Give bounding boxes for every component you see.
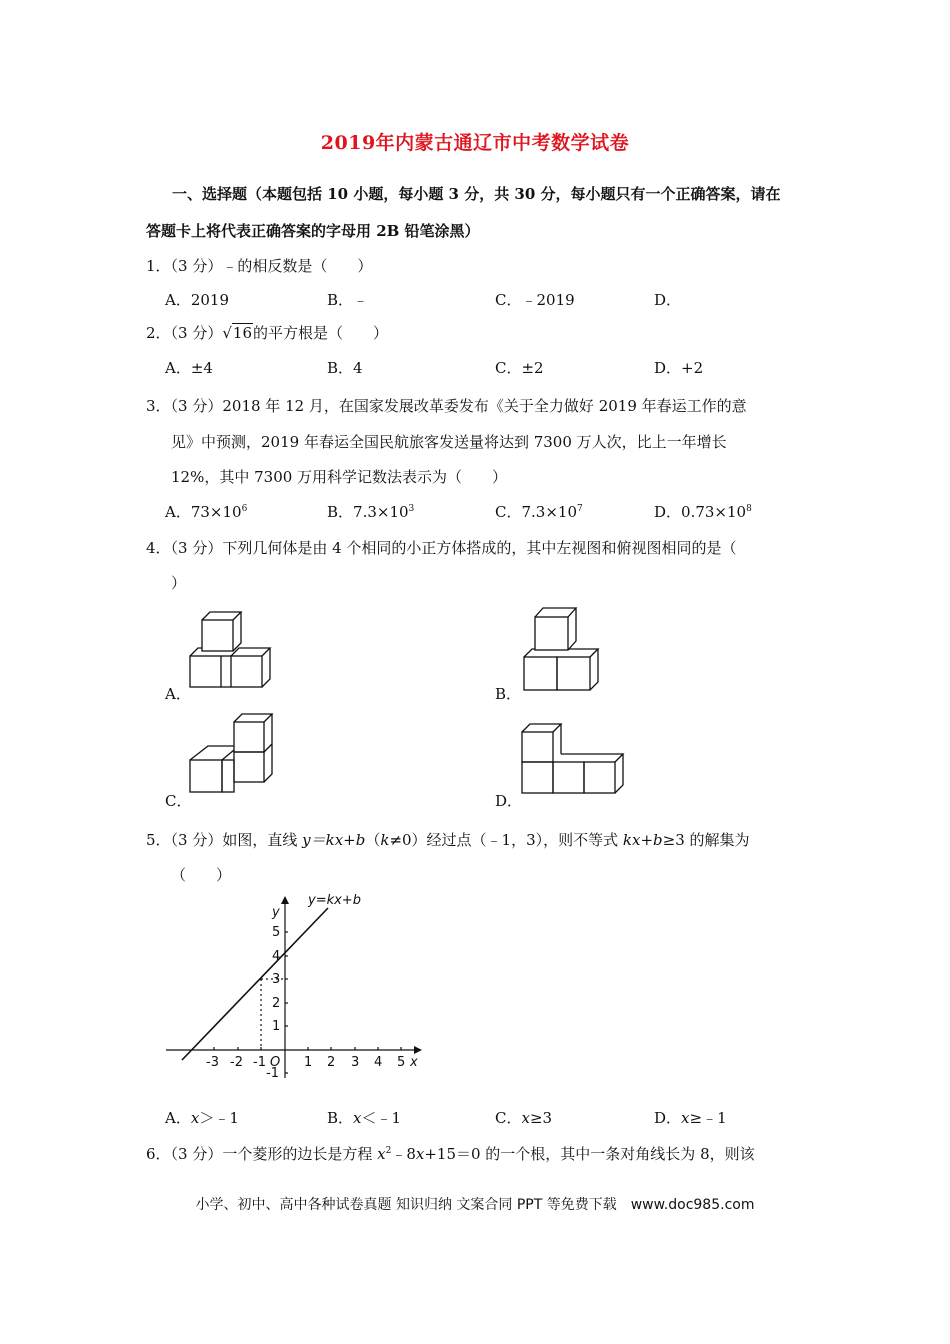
q4-option-c: C． [165,792,192,810]
section-heading-line2: 答题卡上将代表正确答案的字母用 2B 铅笔涂黑） [146,222,480,240]
y-tick-label: 1 [272,1019,281,1034]
q3-option-a: A．$73\times 10^6$ [165,503,248,521]
y-axis-label: y [272,905,280,920]
q2-suffix: 的平方根是（ ） [253,324,389,342]
q4-option-d: D． [495,792,523,810]
q5-option-a: A．x＞﹣1 [165,1109,239,1127]
q2-option-a: A．±4 [165,359,213,377]
q5-option-b: B．x＜﹣1 [327,1109,402,1127]
page-title: 2019年内蒙古通辽市中考数学试卷 [320,132,630,154]
q3-option-d: D．$0.73\times 10^8$ [654,503,752,521]
question-3-line2: 见》中预测，2019 年春运全国民航旅客发送量将达到 7300 万人次，比上一年增长 [171,433,727,451]
q2-option-d: D．+2 [654,359,704,377]
x-axis-arrow [414,1046,422,1054]
question-6-stem: 6．（3 分）一个菱形的边长是方程 $x^2﹣8x+15=0$ 的一个根，其中一条对角线长为 8，则该 [146,1145,755,1163]
origin-label: O [270,1055,281,1070]
q5-option-d: D．x≥﹣1 [654,1109,727,1127]
figure-b-cubes [520,605,610,693]
q2-prefix: 2．（3 分） [146,324,223,342]
y-tick-label: -1 [266,1066,279,1081]
q4-option-b: B． [495,685,522,703]
question-3-line1: 3．（3 分）2018 年 12 月，在国家发展改革委发布《关于全力做好 2019 年春运工作的意 [146,397,747,415]
function-line [182,908,328,1060]
y-tick-label: 4 [272,949,281,964]
q3-option-c: C．$7.3\times 10^7$ [495,503,583,521]
x-tick-label: -2 [230,1055,243,1070]
question-1-stem: 1．（3 分）﹣的相反数是（ ） [146,257,373,275]
y-tick-label: 3 [272,972,281,987]
question-3-line3: 12%，其中 7300 万用科学记数法表示为（ ） [171,468,508,486]
question-4-line1: 4．（3 分）下列几何体是由 4 个相同的小正方体搭成的，其中左视图和俯视图相同的是（ [146,539,737,557]
sqrt-symbol: √16 [222,324,253,342]
x-tick-label: -3 [206,1055,219,1070]
y-tick-label: 5 [272,925,281,940]
question-4-line2: ） [171,574,187,592]
x-tick-label: 5 [397,1055,406,1070]
figure-c-cubes [186,712,286,796]
q1-option-c: C．﹣2019 [495,291,575,309]
q1-option-b: B．﹣ [327,291,369,309]
question-5-line1: 5．（3 分）如图，直线 y＝kx+b（k≠0）经过点（﹣1，3），则不等式 kx+b≥3 的解集为 [146,831,750,849]
x-axis-label: x [410,1055,418,1070]
q2-radicand: 16 [232,324,253,342]
x-tick-label: 4 [374,1055,383,1070]
x-tick-label: 3 [351,1055,360,1070]
page-footer: 小学、初中、高中各种试卷真题 知识归纳 文案合同 PPT 等免费下载 www.doc985.com [195,1197,755,1213]
figure-d-cubes [518,720,638,796]
x-tick-label: -1 [253,1055,266,1070]
y-axis-arrow [281,896,289,904]
q2-option-b: B．4 [327,359,363,377]
question-5-line2: （ ） [171,866,232,884]
graph-line-label: y=kx+b [308,893,361,908]
y-tick-label: 2 [272,996,281,1011]
section-heading-line1: 一、选择题（本题包括 10 小题，每小题 3 分，共 30 分，每小题只有一个正确答案，请在 [172,185,781,203]
linear-function-graph [162,888,432,1083]
q1-option-d: D． [654,291,682,309]
q5-option-c: C．x≥3 [495,1109,553,1127]
question-2-stem [146,322,388,343]
x-tick-label: 1 [304,1055,313,1070]
q4-option-a: A． [165,685,191,703]
q2-option-c: C．±2 [495,359,544,377]
x-tick-label: 2 [327,1055,336,1070]
q3-option-b: B．$7.3\times 10^3$ [327,503,415,521]
figure-a-cubes [186,608,306,692]
q1-option-a: A．2019 [165,291,230,309]
